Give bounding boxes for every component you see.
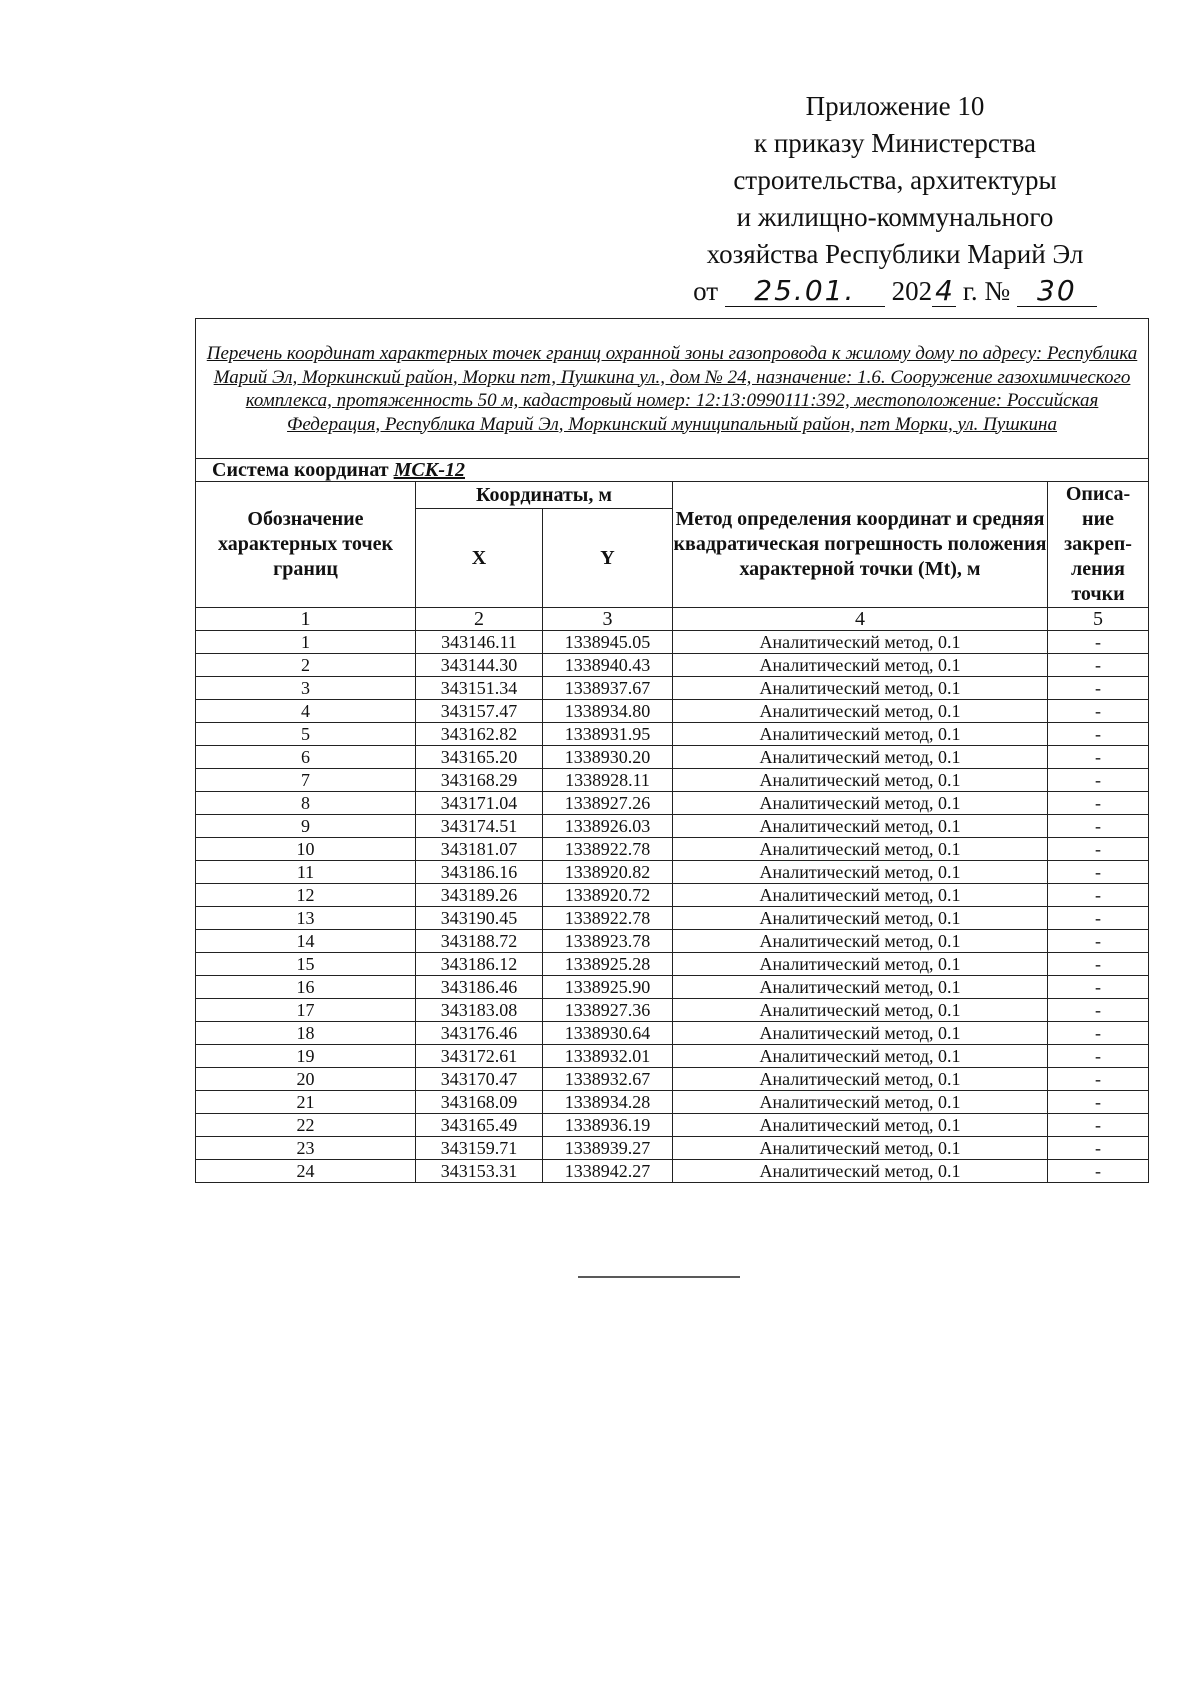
coord-y: 1338923.78 xyxy=(543,930,673,953)
coord-x: 343157.47 xyxy=(416,700,543,723)
method-cell: Аналитический метод, 0.1 xyxy=(673,861,1048,884)
point-number: 23 xyxy=(196,1137,416,1160)
coord-x: 343170.47 xyxy=(416,1068,543,1091)
method-cell: Аналитический метод, 0.1 xyxy=(673,1137,1048,1160)
description-cell: - xyxy=(1048,631,1149,654)
method-cell: Аналитический метод, 0.1 xyxy=(673,1068,1048,1091)
description-cell: - xyxy=(1048,1137,1149,1160)
handwritten-date: 25.01. xyxy=(725,276,885,307)
table-row xyxy=(196,746,1149,769)
description-cell: - xyxy=(1048,654,1149,677)
point-number: 13 xyxy=(196,907,416,930)
coord-y: 1338922.78 xyxy=(543,907,673,930)
method-cell: Аналитический метод, 0.1 xyxy=(673,792,1048,815)
coord-x: 343189.26 xyxy=(416,884,543,907)
method-cell: Аналитический метод, 0.1 xyxy=(673,700,1048,723)
coord-y: 1338920.72 xyxy=(543,884,673,907)
table-row xyxy=(196,976,1149,999)
year-suffix: г. № xyxy=(962,276,1011,306)
description-cell: - xyxy=(1048,999,1149,1022)
coordinate-system-row xyxy=(196,459,1149,482)
description-cell: - xyxy=(1048,1022,1149,1045)
method-cell: Аналитический метод, 0.1 xyxy=(673,1091,1048,1114)
table-row xyxy=(196,654,1149,677)
coord-y: 1338922.78 xyxy=(543,838,673,861)
description-cell: - xyxy=(1048,1114,1149,1137)
coord-y: 1338930.20 xyxy=(543,746,673,769)
table-row xyxy=(196,1137,1149,1160)
table-row xyxy=(196,1160,1149,1183)
point-number: 12 xyxy=(196,884,416,907)
header-y: Y xyxy=(543,509,673,608)
table-row xyxy=(196,930,1149,953)
coord-y: 1338934.80 xyxy=(543,700,673,723)
method-cell: Аналитический метод, 0.1 xyxy=(673,746,1048,769)
header-x: X xyxy=(416,509,543,608)
column-number: 1 xyxy=(196,608,416,631)
coord-x: 343165.20 xyxy=(416,746,543,769)
point-number: 5 xyxy=(196,723,416,746)
coord-y: 1338926.03 xyxy=(543,815,673,838)
point-number: 24 xyxy=(196,1160,416,1183)
method-cell: Аналитический метод, 0.1 xyxy=(673,631,1048,654)
coord-x: 343159.71 xyxy=(416,1137,543,1160)
coord-x: 343144.30 xyxy=(416,654,543,677)
table-row xyxy=(196,907,1149,930)
point-number: 11 xyxy=(196,861,416,884)
method-cell: Аналитический метод, 0.1 xyxy=(673,769,1048,792)
description-cell: - xyxy=(1048,1160,1149,1183)
coord-x: 343176.46 xyxy=(416,1022,543,1045)
appendix-line: и жилищно-коммунального xyxy=(736,202,1054,232)
point-number: 10 xyxy=(196,838,416,861)
point-number: 22 xyxy=(196,1114,416,1137)
description-cell: - xyxy=(1048,1068,1149,1091)
coord-x: 343162.82 xyxy=(416,723,543,746)
point-number: 3 xyxy=(196,677,416,700)
point-number: 18 xyxy=(196,1022,416,1045)
coord-y: 1338920.82 xyxy=(543,861,673,884)
appendix-line: хозяйства Республики Марий Эл xyxy=(706,239,1084,269)
column-number: 2 xyxy=(416,608,543,631)
coord-y: 1338932.67 xyxy=(543,1068,673,1091)
system-value: МСК-12 xyxy=(393,459,465,481)
description-cell: - xyxy=(1048,700,1149,723)
method-cell: Аналитический метод, 0.1 xyxy=(673,723,1048,746)
coord-x: 343181.07 xyxy=(416,838,543,861)
coord-y: 1338925.28 xyxy=(543,953,673,976)
system-label: Система координат xyxy=(212,459,389,481)
method-cell: Аналитический метод, 0.1 xyxy=(673,1114,1048,1137)
coord-y: 1338934.28 xyxy=(543,1091,673,1114)
coord-x: 343168.09 xyxy=(416,1091,543,1114)
coord-y: 1338925.90 xyxy=(543,976,673,999)
table-row xyxy=(196,1114,1149,1137)
description-cell: - xyxy=(1048,953,1149,976)
coord-y: 1338936.19 xyxy=(543,1114,673,1137)
coord-y: 1338932.01 xyxy=(543,1045,673,1068)
method-cell: Аналитический метод, 0.1 xyxy=(673,930,1048,953)
point-number: 9 xyxy=(196,815,416,838)
coord-y: 1338927.26 xyxy=(543,792,673,815)
table-row xyxy=(196,1068,1149,1091)
table-row xyxy=(196,884,1149,907)
table-row xyxy=(196,861,1149,884)
table-row xyxy=(196,1045,1149,1068)
point-number: 4 xyxy=(196,700,416,723)
table-row xyxy=(196,1091,1149,1114)
method-cell: Аналитический метод, 0.1 xyxy=(673,999,1048,1022)
appendix-line: строительства, архитектуры xyxy=(733,165,1057,195)
table-row xyxy=(196,700,1149,723)
description-cell: - xyxy=(1048,815,1149,838)
coord-y: 1338939.27 xyxy=(543,1137,673,1160)
method-cell: Аналитический метод, 0.1 xyxy=(673,976,1048,999)
method-cell: Аналитический метод, 0.1 xyxy=(673,884,1048,907)
table-row xyxy=(196,631,1149,654)
method-cell: Аналитический метод, 0.1 xyxy=(673,1160,1048,1183)
point-number: 7 xyxy=(196,769,416,792)
coord-x: 343165.49 xyxy=(416,1114,543,1137)
column-number: 4 xyxy=(673,608,1048,631)
table-row xyxy=(196,1022,1149,1045)
method-cell: Аналитический метод, 0.1 xyxy=(673,677,1048,700)
coord-y: 1338928.11 xyxy=(543,769,673,792)
appendix-line: Приложение 10 xyxy=(805,91,985,121)
description-cell: - xyxy=(1048,838,1149,861)
point-number: 6 xyxy=(196,746,416,769)
description-cell: - xyxy=(1048,907,1149,930)
coord-x: 343153.31 xyxy=(416,1160,543,1183)
table-row xyxy=(196,769,1149,792)
coord-x: 343183.08 xyxy=(416,999,543,1022)
point-number: 15 xyxy=(196,953,416,976)
table-row xyxy=(196,999,1149,1022)
method-cell: Аналитический метод, 0.1 xyxy=(673,815,1048,838)
appendix-header xyxy=(660,88,1130,310)
year-prefix: 202 xyxy=(891,276,933,306)
description-cell: - xyxy=(1048,769,1149,792)
column-number: 5 xyxy=(1048,608,1149,631)
table-row xyxy=(196,815,1149,838)
point-number: 19 xyxy=(196,1045,416,1068)
handwritten-order-number: 30 xyxy=(1017,276,1097,307)
method-cell: Аналитический метод, 0.1 xyxy=(673,654,1048,677)
point-number: 17 xyxy=(196,999,416,1022)
coord-x: 343146.11 xyxy=(416,631,543,654)
description-cell: - xyxy=(1048,930,1149,953)
header-designation: Обозначение характерных точек границ xyxy=(196,482,416,608)
point-number: 16 xyxy=(196,976,416,999)
from-label: от xyxy=(693,276,719,306)
table-row xyxy=(196,677,1149,700)
method-cell: Аналитический метод, 0.1 xyxy=(673,953,1048,976)
coordinates-table xyxy=(195,318,1149,1183)
coord-x: 343186.16 xyxy=(416,861,543,884)
handwritten-year-digit: 4 xyxy=(932,276,956,307)
description-cell: - xyxy=(1048,792,1149,815)
coord-y: 1338942.27 xyxy=(543,1160,673,1183)
coord-y: 1338937.67 xyxy=(543,677,673,700)
point-number: 20 xyxy=(196,1068,416,1091)
coord-x: 343186.12 xyxy=(416,953,543,976)
description-cell: - xyxy=(1048,677,1149,700)
header-description: Описа- ние закреп- ления точки xyxy=(1048,482,1149,608)
coord-y: 1338940.43 xyxy=(543,654,673,677)
description-cell: - xyxy=(1048,746,1149,769)
header-method: Метод определения координат и средняя квадратическая погрешность положения характерной точки (Mt), м xyxy=(673,482,1048,608)
coord-y: 1338931.95 xyxy=(543,723,673,746)
coord-x: 343190.45 xyxy=(416,907,543,930)
point-number: 21 xyxy=(196,1091,416,1114)
table-row xyxy=(196,792,1149,815)
description-cell: - xyxy=(1048,723,1149,746)
description-cell: - xyxy=(1048,976,1149,999)
coord-x: 343151.34 xyxy=(416,677,543,700)
description-cell: - xyxy=(1048,1091,1149,1114)
point-number: 8 xyxy=(196,792,416,815)
description-cell: - xyxy=(1048,884,1149,907)
coord-y: 1338927.36 xyxy=(543,999,673,1022)
header-coordinates: Координаты, м xyxy=(416,482,673,509)
coord-x: 343168.29 xyxy=(416,769,543,792)
method-cell: Аналитический метод, 0.1 xyxy=(673,907,1048,930)
coord-y: 1338930.64 xyxy=(543,1022,673,1045)
coord-x: 343174.51 xyxy=(416,815,543,838)
point-number: 2 xyxy=(196,654,416,677)
column-number: 3 xyxy=(543,608,673,631)
coord-x: 343188.72 xyxy=(416,930,543,953)
coord-x: 343172.61 xyxy=(416,1045,543,1068)
column-numbers-row xyxy=(196,608,1149,631)
method-cell: Аналитический метод, 0.1 xyxy=(673,1045,1048,1068)
coord-x: 343186.46 xyxy=(416,976,543,999)
coord-y: 1338945.05 xyxy=(543,631,673,654)
table-row xyxy=(196,723,1149,746)
method-cell: Аналитический метод, 0.1 xyxy=(673,838,1048,861)
method-cell: Аналитический метод, 0.1 xyxy=(673,1022,1048,1045)
table-row xyxy=(196,953,1149,976)
point-number: 14 xyxy=(196,930,416,953)
point-number: 1 xyxy=(196,631,416,654)
table-body xyxy=(196,631,1149,1183)
order-date-line xyxy=(660,273,1130,310)
table-caption: Перечень координат характерных точек границ охранной зоны газопровода к жилому дому по адресу: Республика Марий Эл, Моркинский район, Морки пгт, Пушкина ул., дом № 24, назначение: 1.6. Сооружение газохимического комплекса, протяженность 50 м, кадастровый номер: 12:13:0990111:392, местоположение: Российская Федерация, Республика Марий Эл, Моркинский муниципальный район, пгт Морки, ул. Пушкина xyxy=(196,319,1149,459)
description-cell: - xyxy=(1048,861,1149,884)
description-cell: - xyxy=(1048,1045,1149,1068)
appendix-line: к приказу Министерства xyxy=(753,128,1037,158)
coord-x: 343171.04 xyxy=(416,792,543,815)
table-row xyxy=(196,838,1149,861)
